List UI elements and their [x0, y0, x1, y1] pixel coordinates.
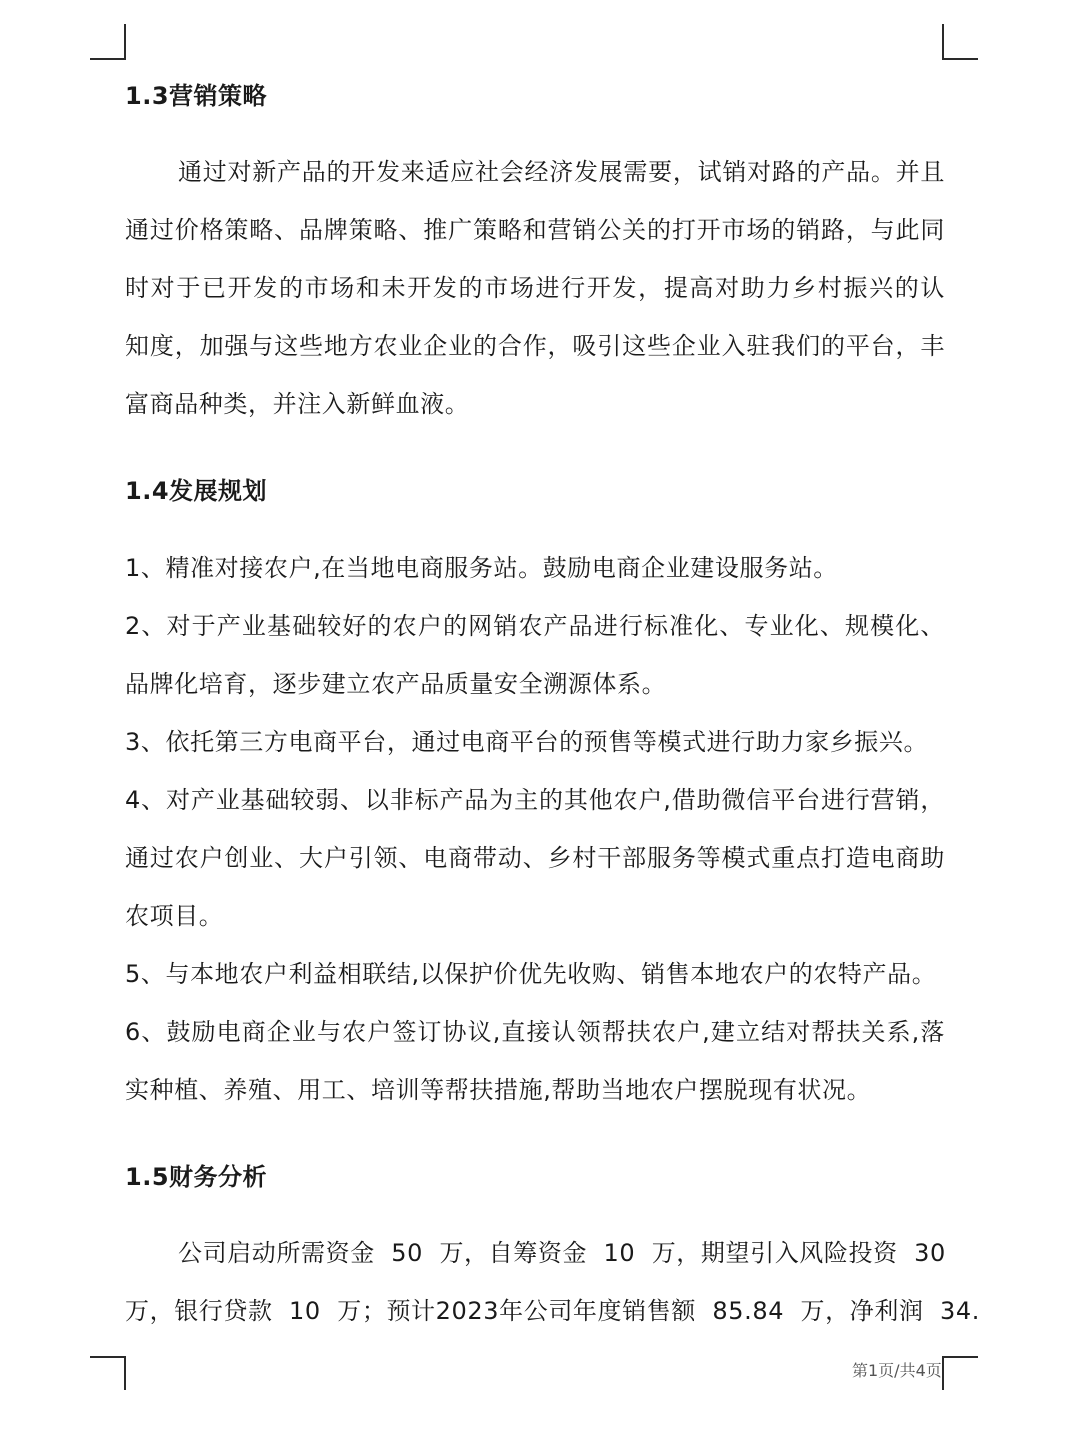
paragraph-line: 万，银行贷款 10 万；预计2023年公司年度销售额 85.84 万，净利润 34.: [125, 1297, 980, 1325]
section-heading-1-5: 1.5财务分析: [125, 1163, 268, 1191]
paragraph-line: 公司启动所需资金 50 万，自筹资金 10 万，期望引入风险投资 30: [178, 1239, 946, 1267]
list-item-line: 6、鼓励电商企业与农户签订协议,直接认领帮扶农户,建立结对帮扶关系,落: [125, 1018, 945, 1046]
paragraph-line: 通过价格策略、品牌策略、推广策略和营销公关的打开市场的销路，与此同: [125, 216, 945, 244]
list-item-line: 3、依托第三方电商平台，通过电商平台的预售等模式进行助力家乡振兴。: [125, 728, 929, 756]
list-item-line: 5、与本地农户利益相联结,以保护价优先收购、销售本地农户的农特产品。: [125, 960, 937, 988]
crop-mark-bottom-left: [124, 1356, 126, 1390]
list-item-line: 2、对于产业基础较好的农户的网销农产品进行标准化、专业化、规模化、: [125, 612, 945, 640]
section-heading-1-3: 1.3营销策略: [125, 82, 268, 110]
list-item-line: 品牌化培育，逐步建立农产品质量安全溯源体系。: [125, 670, 667, 698]
crop-mark-top-right: [942, 24, 944, 60]
paragraph-line: 知度，加强与这些地方农业企业的合作，吸引这些企业入驻我们的平台，丰: [125, 332, 945, 360]
crop-mark-top-right-h: [942, 58, 978, 60]
list-item-line: 农项目。: [125, 902, 224, 930]
section-heading-1-4: 1.4发展规划: [125, 477, 268, 505]
list-item-line: 1、精准对接农户,在当地电商服务站。鼓励电商企业建设服务站。: [125, 554, 838, 582]
crop-mark-top-left-h: [90, 58, 126, 60]
list-item-line: 4、对产业基础较弱、以非标产品为主的其他农户,借助微信平台进行营销，: [125, 786, 945, 814]
crop-mark-bottom-right-h: [942, 1356, 978, 1358]
page-number: 第1页/共4页: [852, 1361, 942, 1380]
paragraph-line: 时对于已开发的市场和未开发的市场进行开发，提高对助力乡村振兴的认: [125, 274, 945, 302]
crop-mark-bottom-left-h: [90, 1356, 126, 1358]
paragraph-line: 通过对新产品的开发来适应社会经济发展需要，试销对路的产品。并且: [178, 158, 945, 186]
crop-mark-bottom-right: [942, 1356, 944, 1390]
list-item-line: 实种植、养殖、用工、培训等帮扶措施,帮助当地农户摆脱现有状况。: [125, 1076, 872, 1104]
list-item-line: 通过农户创业、大户引领、电商带动、乡村干部服务等模式重点打造电商助: [125, 844, 945, 872]
crop-mark-top-left: [124, 24, 126, 60]
paragraph-line: 富商品种类，并注入新鲜血液。: [125, 390, 470, 418]
